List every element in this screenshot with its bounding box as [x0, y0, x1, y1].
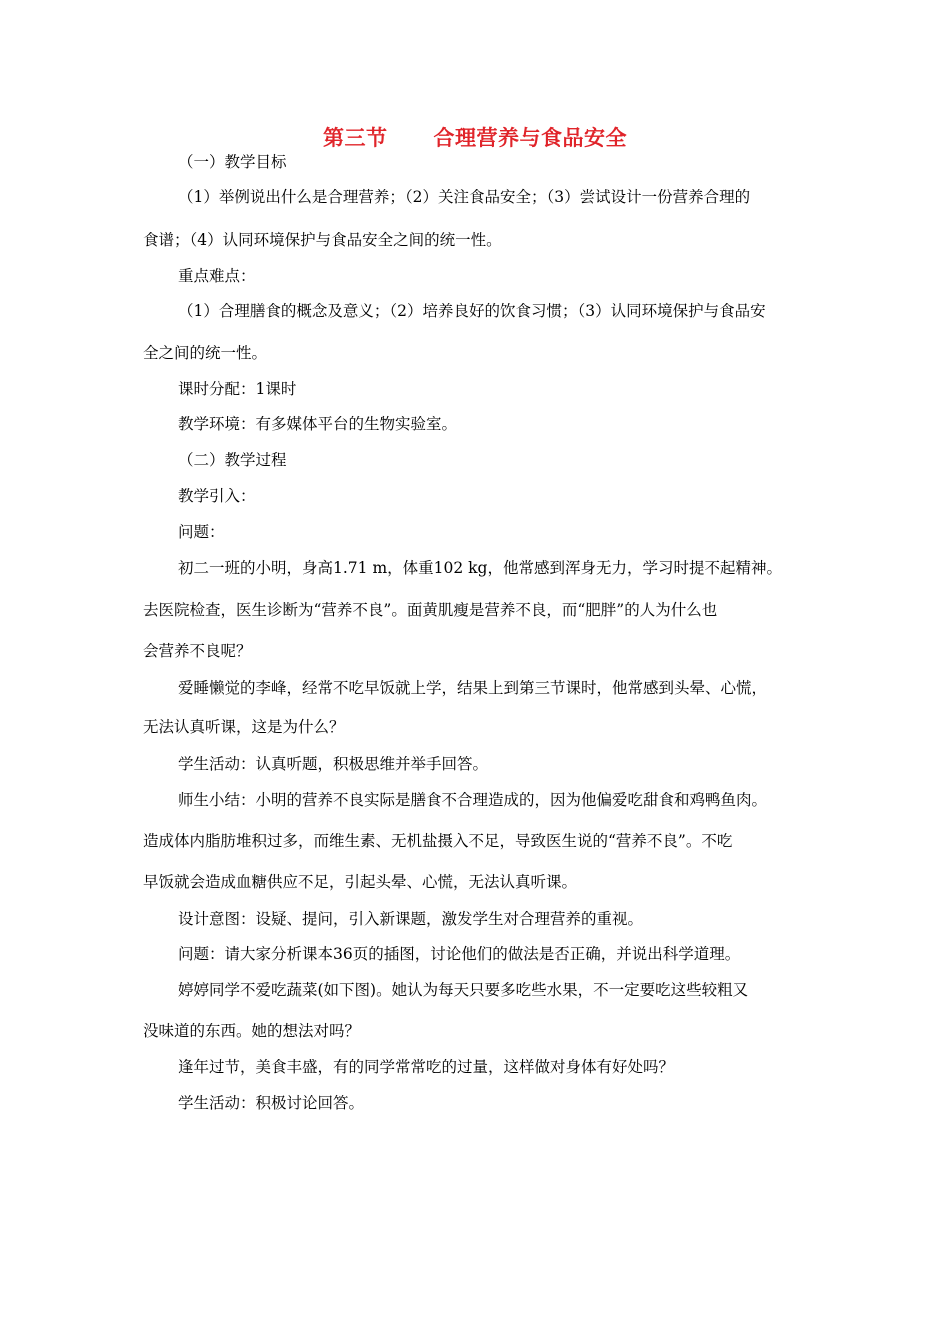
student-activity-line: 学生活动：积极讨论回答。: [178, 1094, 365, 1112]
question-heading: 问题：: [178, 523, 225, 541]
section-heading-objectives: （一）教学目标: [178, 153, 287, 171]
paragraph-line: 会营养不良呢？: [143, 642, 252, 660]
title-section-number: 第三节: [323, 125, 388, 150]
intro-heading: 教学引入：: [178, 487, 256, 505]
paragraph-line: 无法认真听课，这是为什么？: [143, 718, 345, 736]
design-intent-line: 设计意图：设疑、提问，引入新课题，激发学生对合理营养的重视。: [178, 910, 644, 928]
class-hours-line: 课时分配：1课时: [178, 380, 297, 398]
question-line: 问题：请大家分析课本36页的插图，讨论他们的做法是否正确，并说出科学道理。: [178, 945, 741, 963]
paragraph-line: 去医院检查，医生诊断为“营养不良”。面黄肌瘦是营养不良，而“肥胖”的人为什么也: [143, 601, 718, 619]
paragraph-line: 早饭就会造成血糖供应不足，引起头晕、心慌，无法认真听课。: [143, 873, 578, 891]
paragraph-line: 初二一班的小明，身高1.71 m，体重102 kg，他常感到浑身无力，学习时提不起精神。: [178, 559, 782, 577]
teaching-environment-line: 教学环境：有多媒体平台的生物实验室。: [178, 415, 458, 433]
paragraph-line: 全之间的统一性。: [143, 344, 268, 362]
paragraph-line: （1）合理膳食的概念及意义；（2）培养良好的饮食习惯；（3）认同环境保护与食品安: [178, 302, 766, 320]
paragraph-line: 没味道的东西。她的想法对吗？: [143, 1022, 361, 1040]
paragraph-line: 婷婷同学不爱吃蔬菜(如下图)。她认为每天只要多吃些水果，不一定要吃这些较粗又: [178, 981, 749, 999]
page-title: [0, 124, 950, 152]
paragraph-line: 造成体内脂肪堆积过多，而维生素、无机盐摄入不足，导致医生说的“营养不良”。不吃: [143, 832, 733, 850]
section-heading-process: （二）教学过程: [178, 451, 287, 469]
student-activity-line: 学生活动：认真听题，积极思维并举手回答。: [178, 755, 489, 773]
key-points-heading: 重点难点：: [178, 267, 256, 285]
paragraph-line: 逢年过节，美食丰盛，有的同学常常吃的过量，这样做对身体有好处吗？: [178, 1058, 675, 1076]
paragraph-line: 爱睡懒觉的李峰，经常不吃早饭就上学，结果上到第三节课时，他常感到头晕、心慌，: [178, 679, 768, 697]
paragraph-line: 师生小结：小明的营养不良实际是膳食不合理造成的，因为他偏爱吃甜食和鸡鸭鱼肉。: [178, 791, 768, 809]
title-topic: 合理营养与食品安全: [433, 125, 627, 150]
paragraph-line: 食谱；（4）认同环境保护与食品安全之间的统一性。: [143, 231, 502, 249]
paragraph-line: （1）举例说出什么是合理营养；（2）关注食品安全；（3）尝试设计一份营养合理的: [178, 188, 751, 206]
